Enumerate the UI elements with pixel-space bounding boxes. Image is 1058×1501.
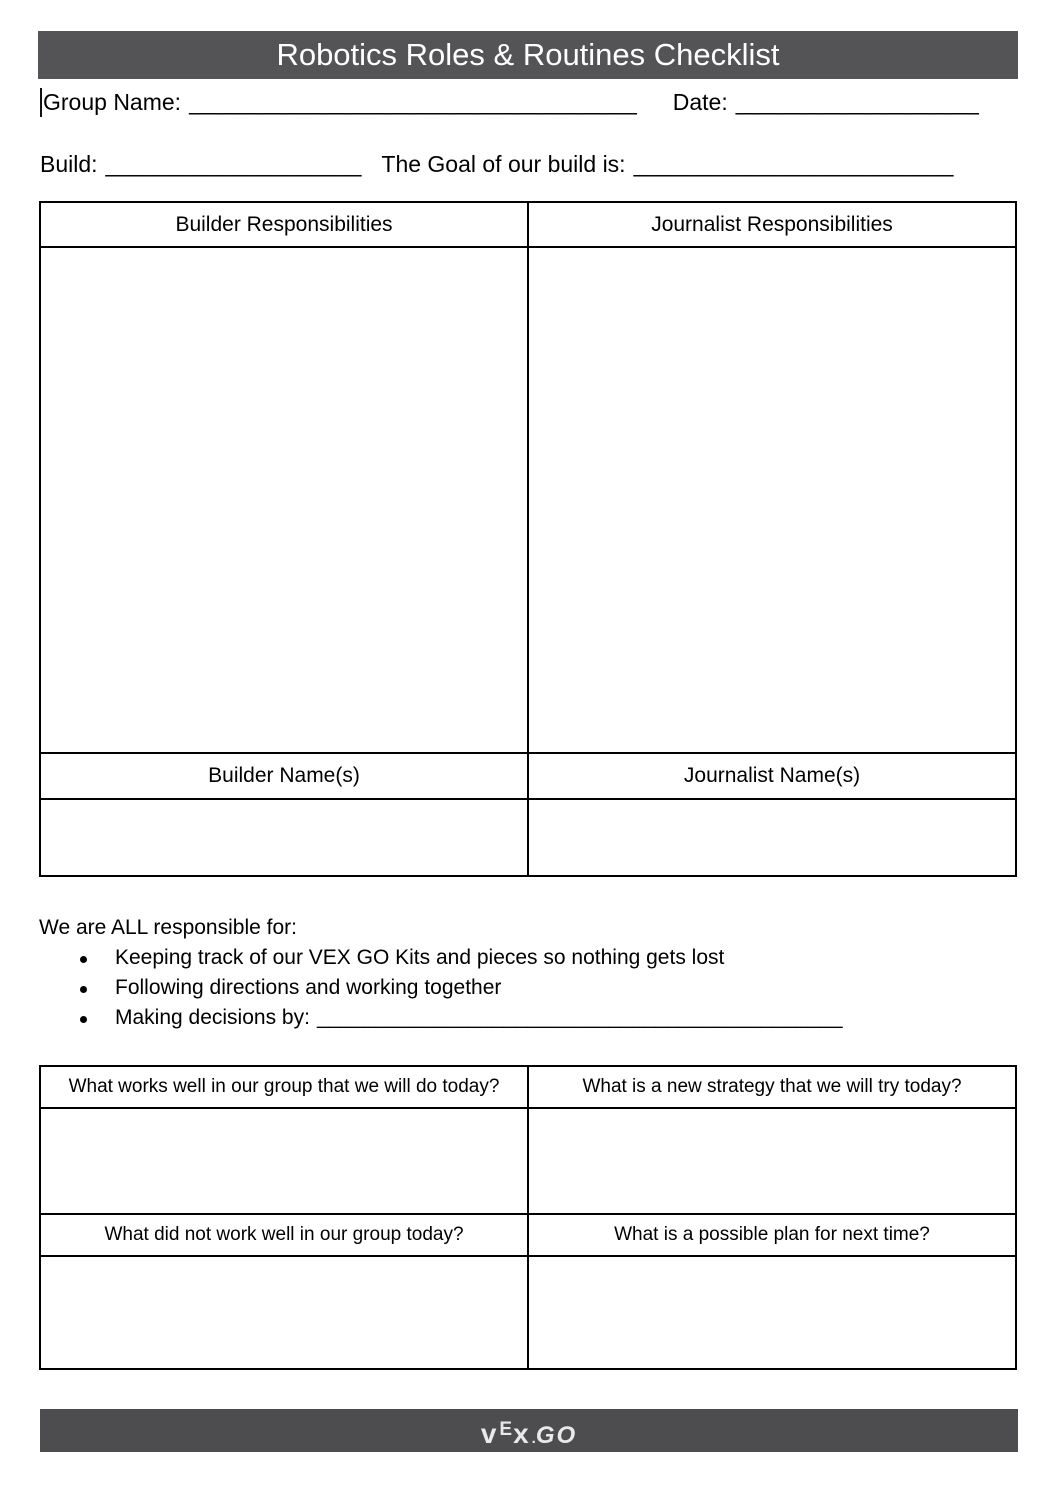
- worksheet-page: [0, 31, 1058, 1452]
- roles-header-row: [40, 202, 1016, 247]
- did-not-work-question: What did not work well in our group today?: [40, 1214, 528, 1256]
- next-time-plan-answer-cell[interactable]: [528, 1256, 1016, 1369]
- logo-letter-v: v: [480, 1418, 500, 1449]
- date-label: Date:: [672, 89, 728, 115]
- builder-responsibilities-cell[interactable]: [40, 247, 528, 753]
- works-well-answer-cell[interactable]: [40, 1108, 528, 1214]
- roles-body-row: [40, 247, 1016, 753]
- builder-names-cell[interactable]: [40, 799, 528, 876]
- bullet-icon: [80, 986, 87, 993]
- responsible-heading: We are ALL responsible for:: [39, 916, 297, 939]
- bullet-icon: [80, 1016, 87, 1023]
- journalist-names-cell[interactable]: [528, 799, 1016, 876]
- goal-label: The Goal of our build is:: [381, 151, 626, 177]
- next-time-plan-question: What is a possible plan for next time?: [528, 1214, 1016, 1256]
- bullet-icon: [80, 956, 87, 963]
- page-title: Robotics Roles & Routines Checklist: [276, 37, 780, 72]
- names-body-row: [40, 799, 1016, 876]
- group-name-blank[interactable]: ___________________________________: [189, 89, 637, 115]
- reflection-question-row-1: [40, 1066, 1016, 1108]
- group-name-label: Group Name:: [43, 89, 182, 115]
- logo-go-text: GO: [535, 1422, 578, 1449]
- did-not-work-answer-cell[interactable]: [40, 1256, 528, 1369]
- journalist-names-header: Journalist Name(s): [528, 753, 1016, 799]
- decisions-blank[interactable]: _____________________________________________: [316, 1006, 843, 1029]
- list-item: [80, 943, 1058, 973]
- new-strategy-answer-cell[interactable]: [528, 1108, 1016, 1214]
- date-blank[interactable]: ___________________: [735, 89, 979, 115]
- names-header-row: [40, 753, 1016, 799]
- vex-go-logo: [481, 1418, 577, 1449]
- responsibility-item-3: Making decisions by:: [115, 1006, 310, 1029]
- builder-names-header: Builder Name(s): [40, 753, 528, 799]
- works-well-question: What works well in our group that we will do today?: [40, 1066, 528, 1108]
- reflection-question-row-2: [40, 1214, 1016, 1256]
- journalist-responsibilities-header: Journalist Responsibilities: [528, 202, 1016, 247]
- logo-letter-e: E: [499, 1419, 514, 1440]
- title-bar: [38, 31, 1018, 79]
- new-strategy-question: What is a new strategy that we will try today?: [528, 1066, 1016, 1108]
- responsibility-item-2: Following directions and working together: [115, 976, 502, 999]
- footer-bar: [40, 1409, 1018, 1452]
- builder-responsibilities-header: Builder Responsibilities: [40, 202, 528, 247]
- group-name-date-line: [40, 86, 1058, 118]
- responsibility-item-1: Keeping track of our VEX GO Kits and pieces so nothing gets lost: [115, 946, 725, 969]
- logo-letter-x: x: [513, 1418, 532, 1449]
- list-item: [80, 973, 1058, 1003]
- reflection-answer-row-2: [40, 1256, 1016, 1369]
- build-label: Build:: [40, 151, 98, 177]
- text-cursor: [40, 88, 42, 117]
- build-blank[interactable]: ____________________: [105, 151, 362, 177]
- reflection-answer-row-1: [40, 1108, 1016, 1214]
- build-goal-line: [40, 148, 1058, 180]
- goal-blank[interactable]: _________________________: [633, 151, 954, 177]
- reflection-table: [39, 1065, 1017, 1370]
- roles-table: [39, 201, 1017, 877]
- list-item: [80, 1003, 1058, 1033]
- journalist-responsibilities-cell[interactable]: [528, 247, 1016, 753]
- logo-dot: .: [531, 1430, 536, 1447]
